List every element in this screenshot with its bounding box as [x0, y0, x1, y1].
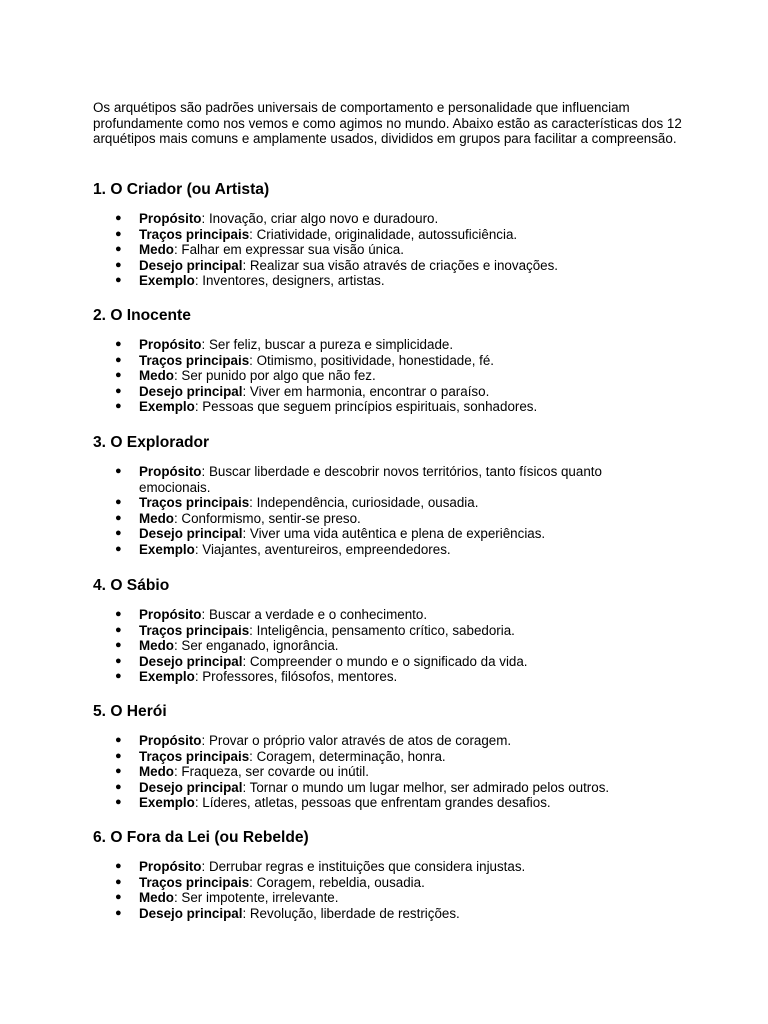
section-title: 6. O Fora da Lei (ou Rebelde): [93, 829, 309, 846]
section-title: 3. O Explorador: [93, 434, 210, 451]
bullet-list: [93, 859, 713, 921]
item-label: Exemplo: [139, 273, 195, 289]
bullet-icon: [115, 780, 122, 796]
item-text: : Revolução, liberdade de restrições.: [242, 905, 460, 921]
list-item: [93, 258, 659, 274]
list-item: [93, 384, 659, 400]
item-text: : Tornar o mundo um lugar melhor, ser admirado pelos outros.: [242, 779, 610, 795]
item-text: : Otimismo, positividade, honestidade, fé.: [249, 352, 495, 368]
list-item: [93, 273, 659, 289]
item-label: Propósito: [139, 464, 202, 479]
list-item: [93, 780, 659, 796]
bullet-icon: [115, 526, 122, 542]
item-text: : Ser enganado, ignorância.: [173, 638, 339, 654]
section-title: 1. O Criador (ou Artista): [93, 181, 270, 198]
item-text: : Buscar a verdade e o conhecimento.: [201, 607, 428, 622]
list-item: [93, 623, 659, 639]
section-criador: [93, 181, 713, 289]
item-label: Medo: [139, 890, 174, 906]
list-item: [93, 353, 659, 369]
bullet-list: [93, 337, 713, 415]
bullet-icon: [115, 464, 122, 480]
bullet-icon: [115, 542, 122, 558]
list-item: [93, 795, 659, 811]
section-explorador: [93, 434, 713, 557]
list-item: [93, 542, 659, 558]
item-text: : Inventores, designers, artistas.: [194, 273, 385, 289]
item-label: Propósito: [139, 607, 202, 622]
bullet-icon: [115, 211, 122, 227]
bullet-icon: [115, 623, 122, 639]
item-text: : Ser impotente, irrelevante.: [173, 890, 339, 906]
bullet-icon: [115, 337, 122, 353]
item-label: Medo: [139, 638, 174, 654]
bullet-icon: [115, 638, 122, 654]
list-item: [93, 337, 659, 353]
item-label: Traços principais: [139, 495, 250, 511]
item-label: Traços principais: [139, 352, 250, 368]
item-label: Propósito: [139, 859, 202, 874]
list-item: [93, 764, 659, 780]
item-text: : Compreender o mundo e o significado da vida.: [242, 653, 528, 669]
list-item: [93, 495, 659, 511]
item-text: : Viver uma vida autêntica e plena de experiências.: [242, 526, 546, 542]
item-label: Traços principais: [139, 874, 250, 890]
item-text: : Viver em harmonia, encontrar o paraíso.: [242, 383, 490, 399]
item-text: : Buscar liberdade e descobrir novos territórios, tanto físicos quanto emocionais.: [139, 464, 602, 495]
item-label: Desejo principal: [139, 779, 243, 795]
bullet-icon: [115, 795, 122, 811]
bullet-icon: [115, 242, 122, 258]
section-title: 5. O Herói: [93, 703, 167, 720]
list-item: [93, 368, 659, 384]
item-text: : Inteligência, pensamento crítico, sabedoria.: [249, 622, 515, 638]
item-text: : Falhar em expressar sua visão única.: [173, 242, 404, 258]
section-sabio: [93, 577, 713, 685]
bullet-icon: [115, 906, 122, 922]
section-fora-da-lei: [93, 829, 713, 921]
item-label: Exemplo: [139, 399, 195, 415]
bullet-list: [93, 607, 713, 685]
bullet-icon: [115, 384, 122, 400]
bullet-list: [93, 464, 713, 558]
intro-paragraph: Os arquétipos são padrões universais de comportamento e personalidade que influenciam profundamente como nos vemos e como agimos no mundo. Abaixo estão as características dos 12 arquétipos mais comuns e amplamente usados, divididos em grupos para facilitar a compreensão.: [93, 100, 682, 147]
list-item: [93, 906, 659, 922]
item-text: : Viajantes, aventureiros, empreendedores.: [194, 541, 451, 557]
list-item: [93, 399, 659, 415]
list-item: [93, 749, 659, 765]
item-label: Desejo principal: [139, 257, 243, 273]
bullet-icon: [115, 607, 122, 623]
list-item: [93, 464, 659, 495]
section-inocente: [93, 307, 713, 415]
item-text: : Professores, filósofos, mentores.: [194, 669, 398, 685]
list-item: [93, 607, 659, 623]
item-label: Desejo principal: [139, 383, 243, 399]
list-item: [93, 227, 659, 243]
item-label: Propósito: [139, 337, 202, 352]
bullet-icon: [115, 368, 122, 384]
list-item: [93, 242, 659, 258]
item-text: : Coragem, rebeldia, ousadia.: [249, 874, 425, 890]
bullet-icon: [115, 669, 122, 685]
list-item: [93, 875, 659, 891]
bullet-icon: [115, 495, 122, 511]
bullet-icon: [115, 511, 122, 527]
item-label: Medo: [139, 510, 174, 526]
item-text: : Ser feliz, buscar a pureza e simplicidade.: [201, 337, 454, 352]
bullet-icon: [115, 258, 122, 274]
list-item: [93, 654, 659, 670]
bullet-icon: [115, 227, 122, 243]
item-label: Desejo principal: [139, 905, 243, 921]
item-label: Propósito: [139, 211, 202, 226]
item-label: Medo: [139, 242, 174, 258]
item-label: Traços principais: [139, 748, 250, 764]
bullet-icon: [115, 764, 122, 780]
bullet-icon: [115, 859, 122, 875]
section-title: 2. O Inocente: [93, 307, 191, 324]
item-text: : Inovação, criar algo novo e duradouro.: [201, 211, 439, 226]
bullet-icon: [115, 353, 122, 369]
bullet-list: [93, 211, 713, 289]
item-text: : Líderes, atletas, pessoas que enfrentam grandes desafios.: [194, 795, 551, 811]
item-label: Medo: [139, 368, 174, 384]
bullet-icon: [115, 733, 122, 749]
list-item: [93, 669, 659, 685]
list-item: [93, 511, 659, 527]
list-item: [93, 890, 659, 906]
bullet-icon: [115, 890, 122, 906]
section-title: 4. O Sábio: [93, 577, 170, 594]
item-label: Traços principais: [139, 622, 250, 638]
bullet-icon: [115, 273, 122, 289]
item-label: Desejo principal: [139, 653, 243, 669]
bullet-icon: [115, 875, 122, 891]
bullet-icon: [115, 654, 122, 670]
item-text: : Provar o próprio valor através de atos de coragem.: [201, 733, 512, 748]
list-item: [93, 526, 659, 542]
item-text: : Ser punido por algo que não fez.: [173, 368, 376, 384]
item-text: : Realizar sua visão através de criações e inovações.: [242, 257, 559, 273]
item-label: Propósito: [139, 733, 202, 748]
item-label: Desejo principal: [139, 526, 243, 542]
section-heroi: [93, 703, 713, 811]
item-text: : Independência, curiosidade, ousadia.: [249, 495, 479, 511]
list-item: [93, 211, 659, 227]
item-label: Medo: [139, 764, 174, 780]
bullet-icon: [115, 749, 122, 765]
item-label: Exemplo: [139, 795, 195, 811]
item-text: : Conformismo, sentir-se preso.: [173, 510, 361, 526]
list-item: [93, 733, 659, 749]
list-item: [93, 859, 659, 875]
item-label: Exemplo: [139, 541, 195, 557]
item-text: : Derrubar regras e instituições que considera injustas.: [201, 859, 526, 874]
bullet-list: [93, 733, 713, 811]
bullet-icon: [115, 399, 122, 415]
item-text: : Coragem, determinação, honra.: [249, 748, 446, 764]
item-text: : Fraqueza, ser covarde ou inútil.: [173, 764, 369, 780]
item-label: Traços principais: [139, 226, 250, 242]
item-text: : Pessoas que seguem princípios espirituais, sonhadores.: [194, 399, 538, 415]
list-item: [93, 638, 659, 654]
item-text: : Criatividade, originalidade, autossuficiência.: [249, 226, 518, 242]
item-label: Exemplo: [139, 669, 195, 685]
